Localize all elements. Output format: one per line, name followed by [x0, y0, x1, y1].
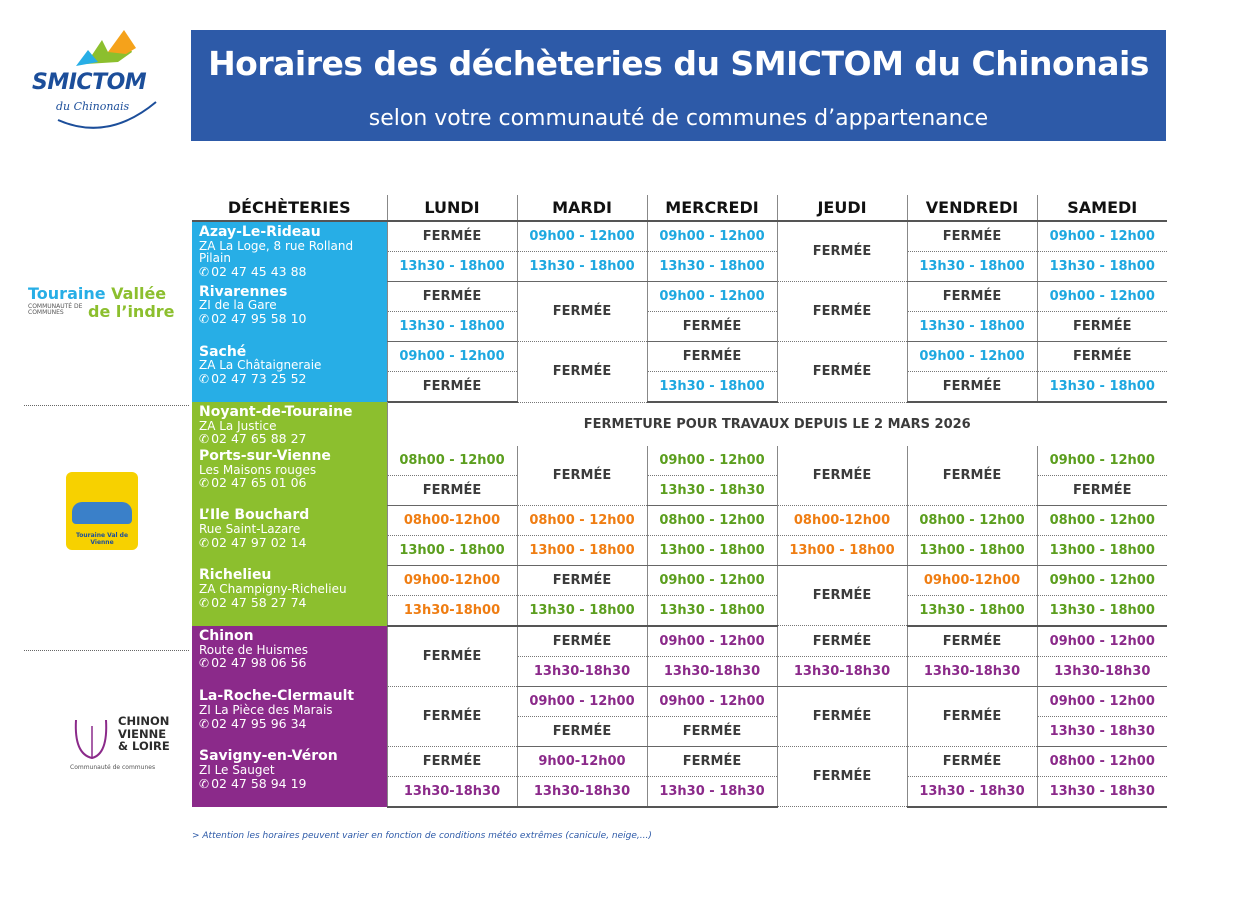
schedule-cell: 13h30 - 18h30 — [907, 776, 1037, 807]
schedule-cell: 13h30 - 18h00 — [1037, 372, 1167, 403]
schedule-table — [192, 195, 1167, 808]
schedule-cell: 13h30-18h30 — [517, 656, 647, 686]
page-subtitle: selon votre communauté de communes d’appartenance — [368, 106, 989, 131]
schedule-cell: 13h30 - 18h30 — [1037, 776, 1167, 807]
cvl-logo-sub: Communauté de communes — [70, 764, 156, 771]
schedule-cell: 13h30 - 18h00 — [517, 252, 647, 282]
site-name: Richelieu — [199, 567, 272, 584]
phone-icon: ✆ — [199, 716, 210, 731]
phone-number: 02 47 58 27 74 — [211, 594, 307, 610]
schedule-cell: 09h00 - 12h00 — [1037, 282, 1167, 312]
phone-icon: ✆ — [199, 595, 210, 610]
schedule-cell: 09h00 - 12h00 — [387, 342, 517, 372]
phone-number: 02 47 45 43 88 — [211, 263, 307, 279]
schedule-cell: FERMÉE — [907, 221, 1037, 252]
schedule-cell: FERMÉE — [517, 446, 647, 506]
site-address: Les Maisons rouges — [199, 462, 317, 477]
table-row — [192, 221, 1167, 252]
schedule-cell: 09h00-12h00 — [387, 565, 517, 595]
schedule-cell: FERMÉE — [387, 626, 517, 687]
schedule-cell: 08h00 - 12h00 — [1037, 505, 1167, 535]
site-name: Azay-Le-Rideau — [199, 224, 321, 240]
site-phone — [199, 265, 387, 279]
site-address: ZA La Châtaigneraie — [199, 358, 322, 373]
schedule-cell: FERMÉE — [777, 342, 907, 403]
schedule-cell: 09h00 - 12h00 — [647, 282, 777, 312]
site-name: La-Roche-Clermault — [199, 688, 355, 705]
phone-number: 02 47 65 88 27 — [211, 431, 307, 447]
schedule-cell: 13h30 - 18h00 — [647, 372, 777, 403]
phone-icon: ✆ — [199, 535, 210, 550]
phone-number: 02 47 58 94 19 — [211, 775, 307, 791]
schedule-cell: FERMÉE — [387, 686, 517, 746]
header-row — [192, 195, 1167, 221]
schedule-cell: 13h30 - 18h30 — [1037, 716, 1167, 746]
phone-icon: ✆ — [199, 776, 210, 791]
table-row — [192, 686, 1167, 716]
schedule-cell: 13h00 - 18h00 — [647, 535, 777, 565]
site-cell — [192, 505, 387, 565]
schedule-cell: 13h00 - 18h00 — [777, 535, 907, 565]
phone-number: 02 47 73 25 52 — [211, 370, 307, 386]
schedule-cell: 08h00 - 12h00 — [647, 505, 777, 535]
schedule-cell: FERMÉE — [517, 342, 647, 403]
site-cell — [192, 282, 387, 342]
site-cell — [192, 221, 387, 282]
schedule-cell: FERMÉE — [517, 626, 647, 657]
site-phone — [199, 476, 387, 490]
schedule-cell: 13h30-18h00 — [387, 595, 517, 626]
schedule-cell: 13h30 - 18h00 — [387, 252, 517, 282]
schedule-cell: FERMÉE — [387, 282, 517, 312]
schedule-cell: 09h00 - 12h00 — [647, 686, 777, 716]
schedule-cell: FERMÉE — [517, 565, 647, 595]
schedule-cell: 13h30-18h30 — [777, 656, 907, 686]
closure-notice: FERMETURE POUR TRAVAUX DEPUIS LE 2 MARS 2026 — [387, 402, 1167, 446]
tvi-logo-word2: Vallée — [105, 284, 167, 303]
schedule-cell: 09h00 - 12h00 — [647, 221, 777, 252]
schedule-cell: FERMÉE — [777, 746, 907, 807]
schedule-cell: 13h30 - 18h30 — [647, 776, 777, 807]
table-row — [192, 626, 1167, 657]
schedule-cell: FERMÉE — [1037, 342, 1167, 372]
group-divider — [24, 405, 189, 406]
group-divider — [24, 650, 189, 651]
schedule-cell: 09h00 - 12h00 — [1037, 686, 1167, 716]
schedule-cell: 13h30-18h30 — [517, 776, 647, 807]
schedule-cell: 9h00-12h00 — [517, 746, 647, 776]
schedule-cell: 13h30-18h30 — [387, 776, 517, 807]
schedule-cell: 13h30 - 18h00 — [387, 312, 517, 342]
page-title: Horaires des déchèteries du SMICTOM du Chinonais — [208, 44, 1149, 83]
site-phone — [199, 717, 387, 731]
schedule-cell: 09h00 - 12h00 — [1037, 221, 1167, 252]
schedule-cell: FERMÉE — [647, 746, 777, 776]
schedule-cell: 13h30-18h30 — [907, 656, 1037, 686]
col-header: MERCREDI — [647, 195, 777, 221]
tvi-logo-word1: Touraine — [28, 284, 106, 303]
schedule-cell: FERMÉE — [777, 282, 907, 342]
schedule-cell: 09h00 - 12h00 — [647, 446, 777, 476]
weather-note: > Attention les horaires peuvent varier en fonction de conditions météo extrêmes (canicule, neige,...) — [192, 831, 652, 841]
schedule-cell: FERMÉE — [777, 686, 907, 746]
schedule-cell: FERMÉE — [777, 446, 907, 506]
schedule-cell: 09h00 - 12h00 — [647, 626, 777, 657]
smictom-logo — [28, 22, 168, 142]
schedule-cell: 13h30 - 18h00 — [907, 252, 1037, 282]
table-row — [192, 565, 1167, 595]
tvv-logo-name: Touraine Val de Vienne — [75, 532, 129, 546]
smictom-logo-sub: du Chinonais — [56, 100, 130, 113]
table-row — [192, 746, 1167, 776]
schedule-cell: FERMÉE — [387, 746, 517, 776]
schedule-cell: 09h00 - 12h00 — [1037, 626, 1167, 657]
schedule-cell: FERMÉE — [907, 446, 1037, 506]
landscape-icon — [72, 502, 132, 524]
schedule-cell: 08h00 - 12h00 — [1037, 746, 1167, 776]
schedule-cell: 09h00 - 12h00 — [1037, 565, 1167, 595]
chinon-vienne-loire-logo — [70, 712, 190, 772]
site-cell — [192, 342, 387, 403]
schedule-cell: 09h00 - 12h00 — [1037, 446, 1167, 476]
site-address: ZA La Justice — [199, 418, 277, 433]
schedule-cell: 08h00 - 12h00 — [517, 505, 647, 535]
schedule-cell: 13h00 - 18h00 — [517, 535, 647, 565]
schedule-cell: FERMÉE — [647, 716, 777, 746]
schedule-cell: FERMÉE — [777, 221, 907, 282]
site-phone — [199, 777, 387, 791]
site-name: L’Ile Bouchard — [199, 507, 310, 524]
schedule-cell: FERMÉE — [907, 686, 1037, 746]
phone-icon: ✆ — [199, 476, 210, 491]
schedule-cell: 13h30 - 18h00 — [907, 595, 1037, 626]
schedule-cell: 13h30 - 18h00 — [907, 312, 1037, 342]
table-row — [192, 282, 1167, 312]
site-phone — [199, 656, 387, 670]
schedule-cell: 13h30 - 18h00 — [517, 595, 647, 626]
title-banner — [191, 30, 1166, 141]
schedule-cell: FERMÉE — [647, 312, 777, 342]
touraine-vallee-indre-logo — [28, 284, 188, 321]
phone-number: 02 47 65 01 06 — [211, 475, 307, 491]
schedule-cell: FERMÉE — [1037, 475, 1167, 505]
col-header: LUNDI — [387, 195, 517, 221]
phone-number: 02 47 95 96 34 — [211, 715, 307, 731]
site-address: ZA La Loge, 8 rue Rolland Pilain — [199, 238, 354, 266]
table-row — [192, 342, 1167, 372]
smictom-logo-name: SMICTOM — [32, 70, 147, 95]
schedule-cell: 08h00-12h00 — [777, 505, 907, 535]
table-row — [192, 505, 1167, 535]
schedule-cell: 09h00 - 12h00 — [647, 565, 777, 595]
schedule-cell: 13h30 - 18h00 — [647, 252, 777, 282]
col-header: MARDI — [517, 195, 647, 221]
site-phone — [199, 536, 387, 550]
schedule-cell: 13h30 - 18h30 — [647, 475, 777, 505]
table-row — [192, 446, 1167, 476]
schedule-cell: 13h30 - 18h00 — [1037, 595, 1167, 626]
site-cell — [192, 626, 387, 687]
schedule-cell: 08h00-12h00 — [387, 505, 517, 535]
site-name: Rivarennes — [199, 283, 288, 300]
phone-number: 02 47 98 06 56 — [211, 655, 307, 671]
touraine-val-de-vienne-logo — [66, 472, 138, 550]
schedule-cell: 09h00 - 12h00 — [907, 342, 1037, 372]
site-address: Rue Saint-Lazare — [199, 522, 301, 537]
phone-number: 02 47 97 02 14 — [211, 534, 307, 550]
schedule-cell: 13h00 - 18h00 — [387, 535, 517, 565]
schedule-cell: FERMÉE — [647, 342, 777, 372]
schedule-cell: 13h30 - 18h00 — [1037, 252, 1167, 282]
schedule-cell: 09h00 - 12h00 — [517, 221, 647, 252]
schedule-cell: FERMÉE — [517, 282, 647, 342]
schedule-cell: FERMÉE — [777, 565, 907, 626]
schedule-cell: FERMÉE — [777, 626, 907, 657]
col-header: DÉCHÈTERIES — [192, 195, 387, 221]
site-cell — [192, 402, 387, 446]
schedule-cell: 08h00 - 12h00 — [387, 446, 517, 476]
schedule-cell: FERMÉE — [387, 221, 517, 252]
tvi-logo-small: COMMUNAUTÉ DE COMMUNES — [28, 303, 83, 316]
schedule-cell: FERMÉE — [387, 372, 517, 403]
schedule-cell: FERMÉE — [907, 626, 1037, 657]
schedule-cell: 13h00 - 18h00 — [1037, 535, 1167, 565]
schedule-cell: FERMÉE — [907, 746, 1037, 776]
tvi-logo-line1 — [28, 284, 188, 303]
site-name: Chinon — [199, 627, 254, 644]
site-address: Route de Huismes — [199, 642, 309, 657]
schedule-cell: 13h30-18h30 — [647, 656, 777, 686]
site-name: Saché — [199, 343, 247, 360]
phone-number: 02 47 95 58 10 — [211, 310, 307, 326]
col-header: SAMEDI — [1037, 195, 1167, 221]
schedule-cell: 13h30-18h30 — [1037, 656, 1167, 686]
schedule-cell: 13h00 - 18h00 — [907, 535, 1037, 565]
phone-icon: ✆ — [199, 371, 210, 386]
schedule-cell: 09h00 - 12h00 — [517, 686, 647, 716]
site-address: ZI Le Sauget — [199, 763, 275, 778]
schedule-cell: FERMÉE — [387, 475, 517, 505]
col-header: JEUDI — [777, 195, 907, 221]
site-phone — [199, 596, 387, 610]
phone-icon: ✆ — [199, 311, 210, 326]
site-phone — [199, 312, 387, 326]
schedule-cell: 09h00-12h00 — [907, 565, 1037, 595]
schedule-cell: FERMÉE — [907, 282, 1037, 312]
site-name: Ports-sur-Vienne — [199, 447, 331, 464]
site-phone — [199, 432, 387, 446]
schedule-cell: FERMÉE — [517, 716, 647, 746]
tvi-logo-line2: de l’indre — [88, 302, 175, 321]
site-phone — [199, 372, 387, 386]
site-cell — [192, 746, 387, 807]
site-address: ZI de la Gare — [199, 298, 277, 313]
site-name: Savigny-en-Véron — [199, 748, 338, 765]
site-cell — [192, 446, 387, 506]
schedule-cell: 13h30 - 18h00 — [647, 595, 777, 626]
phone-icon: ✆ — [199, 656, 210, 671]
schedule-cell: FERMÉE — [907, 372, 1037, 403]
site-address: ZA Champigny-Richelieu — [199, 582, 347, 597]
site-cell — [192, 565, 387, 626]
col-header: VENDREDI — [907, 195, 1037, 221]
site-address: ZI La Pièce des Marais — [199, 703, 333, 718]
phone-icon: ✆ — [199, 432, 210, 447]
schedule-cell: 08h00 - 12h00 — [907, 505, 1037, 535]
phone-icon: ✆ — [199, 264, 210, 279]
site-name: Noyant-de-Touraine — [199, 404, 353, 420]
cvl-emblem-icon — [70, 714, 114, 762]
schedule-cell: FERMÉE — [1037, 312, 1167, 342]
cvl-logo-name: CHINON VIENNE & LOIRE — [118, 714, 170, 754]
site-cell — [192, 686, 387, 746]
